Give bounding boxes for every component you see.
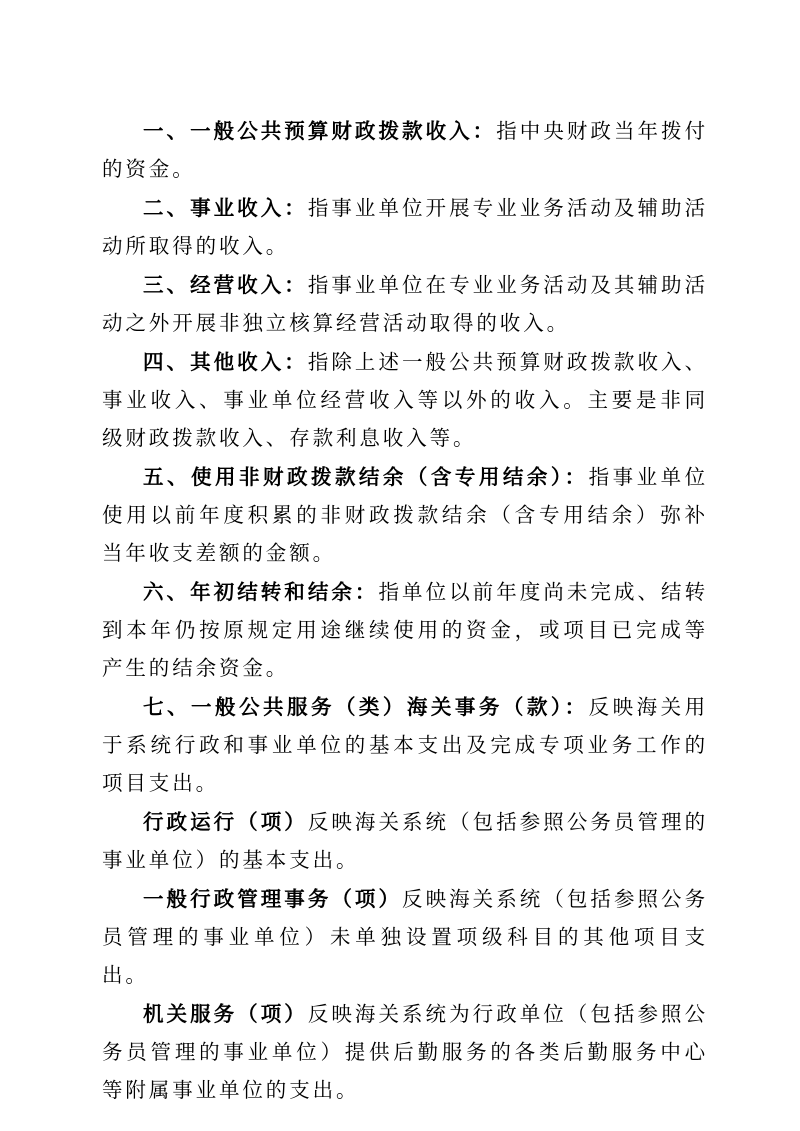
document-body [102,112,708,1109]
paragraph-general-admin-affairs [102,880,708,994]
paragraph-carryover-balance [102,573,708,687]
paragraph-text: 指中央财政当年拨付的资金。 [102,119,708,181]
paragraph-text: 指单位以前年度尚未完成、结转到本年仍按原规定用途继续使用的资金，或项目已完成等产生的结余资金。 [102,580,708,680]
paragraph-text: 反映海关系统（包括参照公务员管理的事业单位）未单独设置项级科目的其他项目支出。 [102,887,708,987]
paragraph-term: 一般行政管理事务（项） [143,887,403,911]
paragraph-text: 指事业单位在专业业务活动及其辅助活动之外开展非独立核算经营活动取得的收入。 [102,273,708,335]
paragraph-text: 指事业单位使用以前年度积累的非财政拨款结余（含专用结余）弥补当年收支差额的金额。 [102,465,708,565]
paragraph-general-budget-income [102,112,708,188]
paragraph-term: 五、使用非财政拨款结余（含专用结余）： [143,465,589,489]
paragraph-term: 四、其他收入： [143,350,308,374]
paragraph-non-fiscal-surplus [102,458,708,572]
paragraph-term: 七、一般公共服务（类）海关事务（款）： [143,695,589,719]
paragraph-operating-income [102,266,708,342]
paragraph-term: 机关服务（项） [143,1002,308,1026]
paragraph-text: 反映海关系统（包括参照公务员管理的事业单位）的基本支出。 [102,810,708,872]
paragraph-term: 行政运行（项） [143,810,308,834]
paragraph-term: 六、年初结转和结余： [143,580,379,604]
paragraph-administrative-operation [102,803,708,879]
paragraph-agency-services [102,995,708,1109]
paragraph-text: 指除上述一般公共预算财政拨款收入、事业收入、事业单位经营收入等以外的收入。主要是非同级财政拨款收入、存款利息收入等。 [102,350,708,450]
paragraph-customs-affairs [102,688,708,802]
paragraph-business-income [102,189,708,265]
paragraph-term: 二、事业收入： [143,196,308,220]
paragraph-term: 三、经营收入： [143,273,308,297]
paragraph-term: 一、一般公共预算财政拨款收入： [143,119,497,143]
paragraph-text: 反映海关用于系统行政和事业单位的基本支出及完成专项业务工作的项目支出。 [102,695,708,795]
paragraph-other-income [102,343,708,457]
paragraph-text: 指事业单位开展专业业务活动及辅助活动所取得的收入。 [102,196,708,258]
paragraph-text: 反映海关系统为行政单位（包括参照公务员管理的事业单位）提供后勤服务的各类后勤服务中心等附属事业单位的支出。 [102,1002,708,1102]
